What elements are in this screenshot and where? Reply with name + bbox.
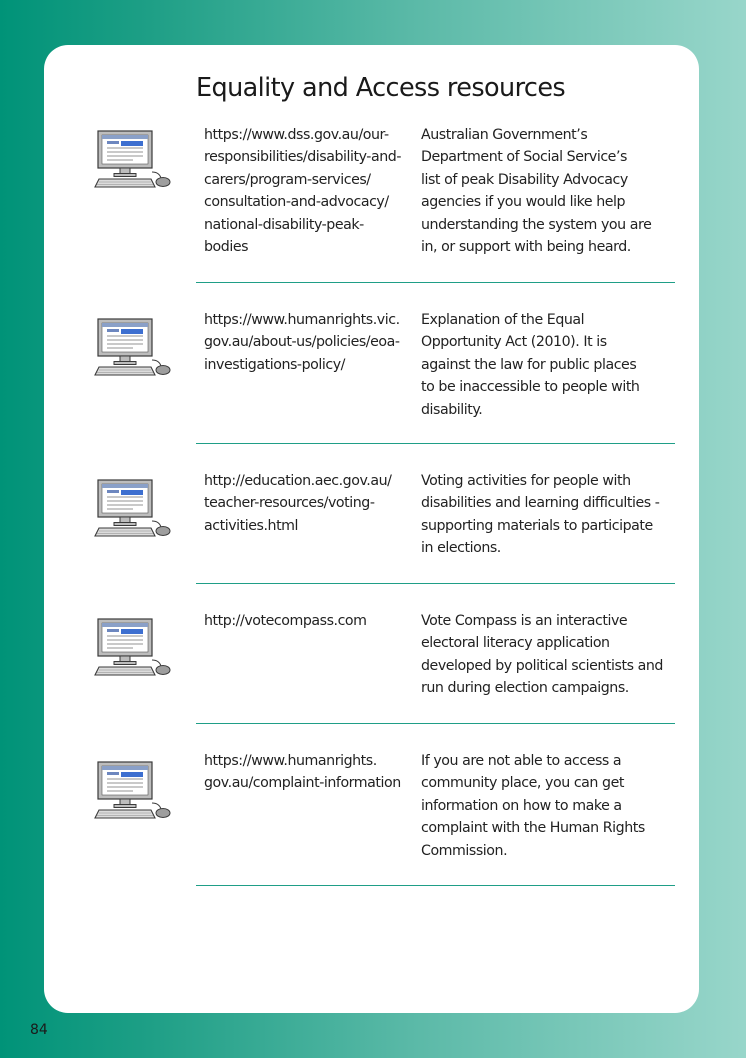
row-divider (196, 723, 675, 724)
resource-url[interactable]: https://www.humanrights.vic. gov.au/about-us/policies/eoa- investigations-policy/ (204, 312, 400, 373)
resource-url[interactable]: https://www.dss.gov.au/our- responsibilities/disability-and- carers/program-services/ consultation-and-advocacy/ national-disability-peak- bodies (204, 127, 401, 256)
page-number: 84 (30, 1022, 48, 1038)
computer-icon (93, 318, 173, 378)
computer-icon (93, 761, 173, 821)
computer-icon (93, 130, 173, 190)
page-title: Equality and Access resources (196, 73, 566, 103)
resource-url[interactable]: http://education.aec.gov.au/ teacher-resources/voting- activities.html (204, 473, 392, 534)
resource-description: Australian Government’s Department of Social Service’s list of peak Disability Advocacy agencies if you would like help understanding the system you are in, or support with being heard. (421, 127, 652, 256)
computer-icon (93, 479, 173, 539)
row-divider (196, 443, 675, 444)
resource-url[interactable]: https://www.humanrights. gov.au/complaint-information (204, 753, 401, 792)
computer-icon (93, 618, 173, 678)
row-divider (196, 885, 675, 886)
row-divider (196, 583, 675, 584)
resource-url[interactable]: http://votecompass.com (204, 613, 367, 629)
resource-description: Vote Compass is an interactive electoral literacy application developed by political scientists and run during election campaigns. (421, 613, 663, 697)
resource-description: If you are not able to access a community place, you can get information on how to make a complaint with the Human Rights Commission. (421, 753, 645, 859)
row-divider (196, 282, 675, 283)
resource-description: Explanation of the Equal Opportunity Act (2010). It is against the law for public places to be inaccessible to people with disability. (421, 312, 640, 418)
resource-description: Voting activities for people with disabilities and learning difficulties - supporting materials to participate in elections. (421, 473, 660, 557)
